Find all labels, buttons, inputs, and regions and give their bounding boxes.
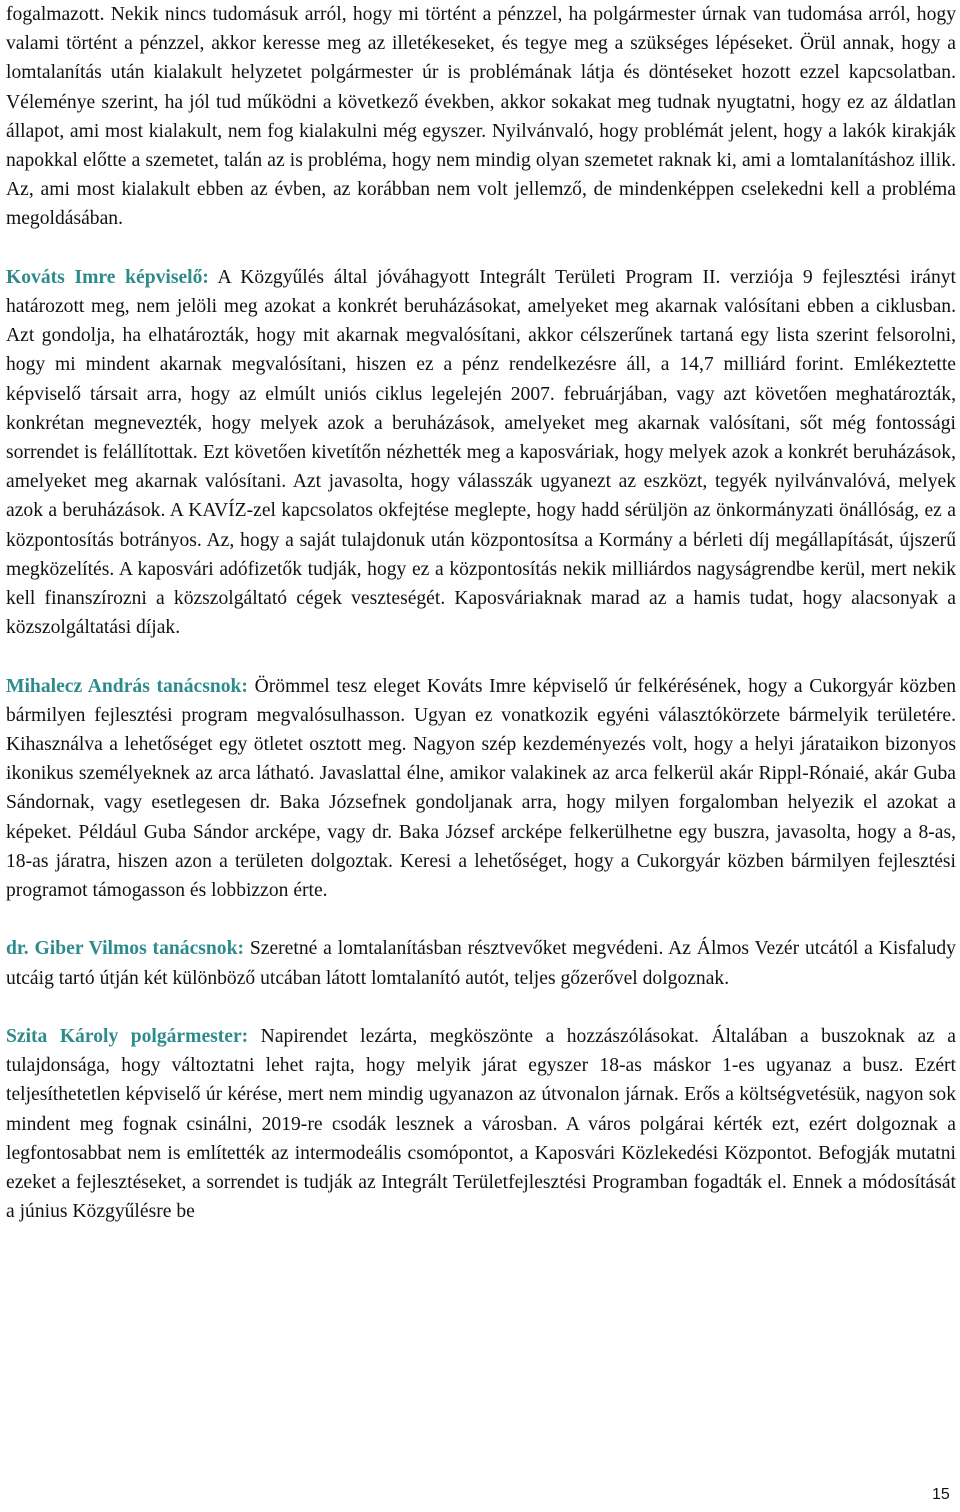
paragraph-mihalecz: [6, 672, 956, 906]
paragraph-kovats: [6, 263, 956, 643]
paragraph-szita: [6, 1022, 956, 1226]
paragraph-text: A Közgyűlés által jóváhagyott Integrált Területi Program II. verziója 9 fejlesztési irányt határozott meg, nem jelöli meg azokat a konkrét beruházásokat, amelyeket meg akarnak valósítani ebben a ciklusban. Azt gondolja, ha elhatározták, hogy mit akarnak megvalósítani, akkor célszerűnek tartaná egy lista szerint felsorolni, hogy mi mindent akarnak megvalósítani, hiszen ez a pénz rendelkezésre áll, a 14,7 milliárd forint. Emlékeztette képviselő társait arra, hogy az elmúlt uniós ciklus legelején 2007. februárjában, vagy azt követően meghatározták, konkrétan megnevezték, hogy melyek azok a beruházások, amelyeket meg akarnak valósítani, sőt még fontossági sorrendet is felállítottak. Ezt követően kivetítőn nézhették meg a kaposváriak, hogy melyek azok a konkrét beruházások, amelyeket meg akarnak valósítani. Azt javasolta, hogy válasszák ugyanezt az eszközt, tegyék nyilvánvalóvá, melyek azok a beruházások. A KAVÍZ-zel kapcsolatos okfejtése meglepte, hogy hadd sérüljön az önkormányzati önállóság, ez a központosítás botrányos. Az, hogy a saját tulajdonuk után központosítsa a Kormány a bérleti díj megállapítását, újszerű megközelítés. A kaposvári adófizetők tudják, hogy ez a központosítás nekik milliárdos nagyságrendbe kerül, mert nekik kell finanszírozni a közszolgáltató cégek veszteségét. Kaposváriaknak marad az a hamis tudat, hogy alacsonyak a közszolgáltatási díjak.: [6, 266, 956, 639]
speaker-name: Mihalecz András tanácsnok:: [6, 675, 248, 697]
page-number: 15: [932, 1486, 950, 1503]
speaker-name: dr. Giber Vilmos tanácsnok:: [6, 938, 245, 960]
paragraph-text: Örömmel tesz eleget Kováts Imre képviselő úr felkérésének, hogy a Cukorgyár közben bármilyen fejlesztési program megvalósulhasson. Ugyan ez vonatkozik egyéni választókörzete bármelyik területére. Kihasználva a lehetőséget egy ötletet osztott meg. Nagyon szép kezdeményezés volt, hogy a helyi járataikon bizonyos ikonikus személyeknek az arca látható. Javaslattal élne, amikor valakinek az arca felkerül akár Rippl-Rónaié, akár Guba Sándornak, vagy esetlegesen dr. Baka Józsefnek gondoljanak arra, hogy milyen forgalomban helyezik el azokat a képeket. Például Guba Sándor arcképe, vagy dr. Baka József arcképe felkerülhetne egy buszra, javasolta, hogy a 8-as, 18-as járatra, hiszen azon a területen dolgoztak. Keresi a lehetőséget, hogy a Cukorgyár közben bármilyen fejlesztési programot támogasson és lobbizzon érte.: [6, 675, 956, 902]
paragraph-text: fogalmazott. Nekik nincs tudomásuk arról, hogy mi történt a pénzzel, ha polgármester úrnak van tudomása arról, hogy valami történt a pénzzel, akkor keresse meg az illetékeseket, és tegye meg a szükséges lépéseket. Örül annak, hogy a lomtalanítás után kialakult helyzetet polgármester úr is problémának látja és döntéseket hozott ezzel kapcsolatban. Véleménye szerint, ha jól tud működni a következő években, akkor sokakat meg tudnak nyugtatni, hogy ez az áldatlan állapot, ami most kialakult, nem fog kialakulni még egyszer. Nyilvánvaló, hogy problémát jelent, hogy a lakók kirakják napokkal előtte a szemetet, talán az is probléma, hogy nem mindig olyan szemetet raknak ki, ami a lomtalanításhoz illik. Az, ami most kialakult ebben az évben, az korábban nem volt jellemző, de mindenképpen cselekedni kell a probléma megoldásában.: [6, 4, 956, 230]
paragraph-continuation: [6, 0, 956, 234]
document-body: [6, 0, 956, 1226]
speaker-name: Kováts Imre képviselő:: [6, 266, 209, 288]
speaker-name: Szita Károly polgármester:: [6, 1026, 249, 1048]
paragraph-giber: [6, 934, 956, 992]
paragraph-text: Szeretné a lomtalanításban résztvevőket megvédeni. Az Álmos Vezér utcától a Kisfaludy utcáig tartó útján két különböző utcában látott lomtalanító autót, teljes gőzerővel dolgoznak.: [6, 938, 956, 989]
paragraph-text: Napirendet lezárta, megköszönte a hozzászólásokat. Általában a buszoknak az a tulajdonsága, hogy változtatni lehet rajta, hogy melyik járat egyszer 18-as máskor 1-es ugyanaz a busz. Ezért teljesíthetetlen képviselő úr kérése, mert nem mindig ugyanazon az útvonalon járnak. Erős a költségvetésük, nagyon sok mindent meg fognak csinálni, 2019-re csodák lesznek a városban. A város polgárai kérték ezt, ezért dolgoznak a legfontosabbat nem is említették az intermodeális csomópontot, a Kaposvári Közlekedési Központot. Befogják mutatni ezeket a fejlesztéseket, a sorrendet is tudják az Integrált Területfejlesztési Programban fogadták el. Ennek a módosítását a június Közgyűlésre be: [6, 1026, 956, 1223]
